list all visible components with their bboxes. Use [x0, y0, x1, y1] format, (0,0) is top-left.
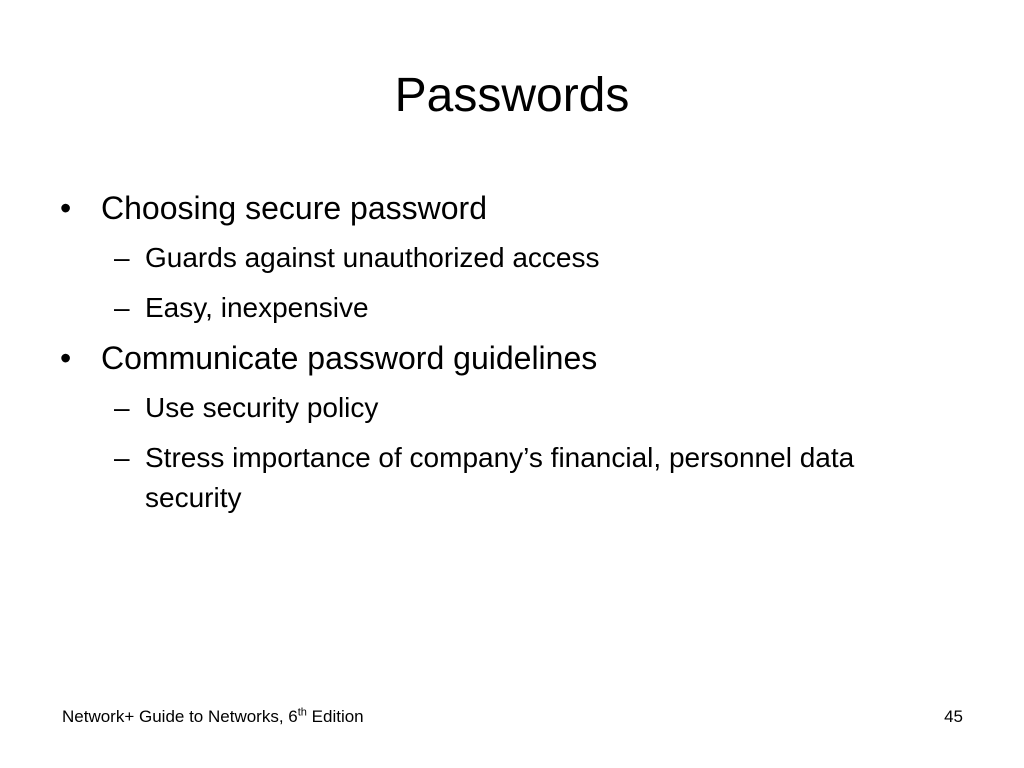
- bullet-glyph: •: [60, 340, 72, 376]
- footer-source: [62, 706, 364, 728]
- dash-glyph: –: [114, 392, 130, 423]
- bullet-item: [60, 338, 960, 378]
- sub-bullet-text: Guards against unauthorized access: [145, 242, 600, 273]
- bullet-text: Choosing secure password: [101, 190, 487, 226]
- dash-glyph: –: [114, 442, 130, 473]
- bullet-glyph: •: [60, 190, 72, 226]
- sub-bullet-text: Stress importance of company’s financial, personnel data security: [145, 442, 855, 513]
- slide-title: Passwords: [394, 69, 630, 122]
- bullet-item: [60, 188, 960, 228]
- sub-bullet-item: [60, 238, 960, 278]
- page-number: 45: [944, 707, 963, 726]
- sub-bullet-text: Use security policy: [145, 392, 379, 423]
- sub-bullet-item: [60, 438, 960, 518]
- footer-source-sup: th: [297, 706, 307, 719]
- dash-glyph: –: [114, 292, 130, 323]
- sub-bullet-item: [60, 288, 960, 328]
- slide-content: [60, 188, 960, 528]
- sub-bullet-text: Easy, inexpensive: [145, 292, 369, 323]
- footer-source-prefix: Network+ Guide to Networks, 6: [62, 707, 298, 726]
- dash-glyph: –: [114, 242, 130, 273]
- bullet-text: Communicate password guidelines: [101, 340, 598, 376]
- sub-bullet-item: [60, 388, 960, 428]
- footer-source-suffix: Edition: [306, 707, 364, 726]
